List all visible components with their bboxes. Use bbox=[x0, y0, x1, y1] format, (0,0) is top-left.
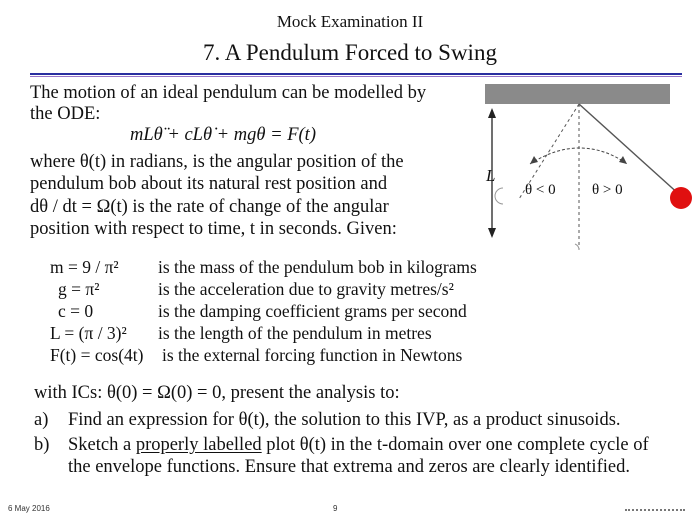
param-mass-desc: is the mass of the pendulum bob in kilograms bbox=[158, 257, 477, 277]
param-force-symbol: F(t) = cos(4t) bbox=[50, 345, 144, 365]
pendulum-ceiling bbox=[485, 84, 670, 104]
param-force-desc: is the external forcing function in Newtons bbox=[162, 345, 463, 365]
param-gravity-symbol: g = π² bbox=[58, 279, 100, 299]
intro-line-4: pendulum bob about its natural rest position and bbox=[30, 174, 388, 194]
question-a-label: a) bbox=[34, 410, 49, 430]
footer-page-number: 9 bbox=[333, 504, 338, 513]
intro-line-1: The motion of an ideal pendulum can be modelled by bbox=[30, 83, 427, 103]
intro-line-3: where θ(t) in radians, is the angular position of the bbox=[30, 152, 404, 172]
left-bob-ghost bbox=[495, 188, 503, 204]
param-damping-desc: is the damping coefficient grams per second bbox=[158, 301, 467, 321]
question-b-label: b) bbox=[34, 435, 50, 455]
length-arrow-top bbox=[488, 108, 496, 118]
theta-positive-label: θ > 0 bbox=[592, 182, 623, 198]
intro-line-2: the ODE: bbox=[30, 104, 101, 124]
pendulum-diagram bbox=[455, 78, 695, 258]
question-b-pre: Sketch a bbox=[68, 435, 136, 455]
intro-line-6: position with respect to time, t in seconds. Given: bbox=[30, 219, 397, 239]
footer-date: 6 May 2016 bbox=[8, 504, 50, 513]
exam-header: Mock Examination II bbox=[276, 12, 424, 31]
param-damping-symbol: c = 0 bbox=[58, 301, 94, 321]
param-length-desc: is the length of the pendulum in metres bbox=[158, 323, 432, 343]
question-title: 7. A Pendulum Forced to Swing bbox=[203, 40, 497, 65]
length-label: L bbox=[486, 166, 496, 185]
initial-conditions: with ICs: θ(0) = Ω(0) = 0, present the analysis to: bbox=[34, 383, 400, 403]
swing-arc bbox=[530, 148, 627, 164]
pendulum-bob bbox=[670, 187, 692, 209]
theta-negative-label: θ < 0 bbox=[525, 182, 556, 198]
param-gravity-desc: is the acceleration due to gravity metres/s² bbox=[158, 279, 454, 299]
footer-signature-mark bbox=[625, 509, 685, 513]
param-length-symbol: L = (π / 3)² bbox=[50, 323, 127, 343]
ode-equation: mLθ̈ + cLθ̇ + mgθ = F(t) bbox=[130, 125, 316, 145]
intro-line-5: dθ / dt = Ω(t) is the rate of change of the angular bbox=[30, 197, 389, 217]
title-rule bbox=[30, 73, 682, 75]
question-b-text bbox=[68, 435, 649, 456]
question-b-underlined: properly labelled bbox=[135, 435, 262, 455]
length-arrow-bottom bbox=[488, 228, 496, 238]
question-b-line-2: the envelope functions. Ensure that extrema and zeros are clearly identified. bbox=[68, 457, 630, 477]
title-rule-accent bbox=[30, 76, 682, 77]
param-mass-symbol: m = 9 / π² bbox=[50, 257, 119, 277]
rest-bob-ghost bbox=[575, 244, 579, 250]
question-b-post: plot θ(t) in the t-domain over one complete cycle of bbox=[261, 435, 649, 455]
question-a-text: Find an expression for θ(t), the solution to this IVP, as a product sinusoids. bbox=[68, 410, 621, 430]
